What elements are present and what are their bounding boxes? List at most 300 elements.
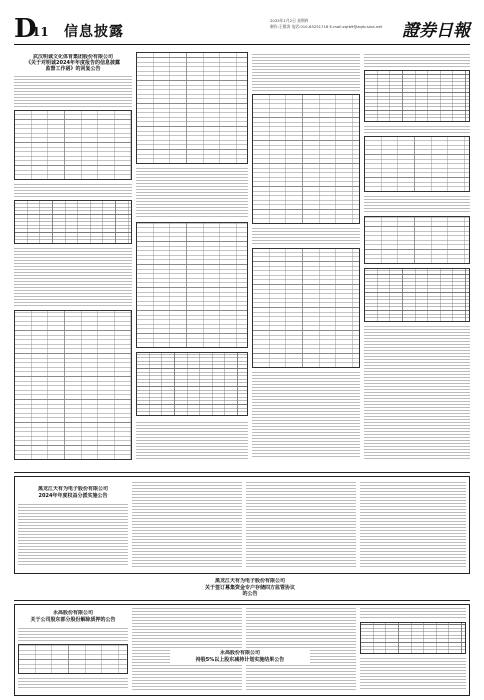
body-text-line xyxy=(18,537,128,538)
body-text-line xyxy=(136,443,248,444)
body-text-line xyxy=(246,491,356,492)
body-text-line xyxy=(364,202,470,203)
body-text-line xyxy=(132,683,242,684)
body-text-line xyxy=(252,57,360,58)
body-text-line xyxy=(132,677,242,678)
body-text-line xyxy=(360,676,466,677)
data-table xyxy=(364,268,470,322)
body-text-line xyxy=(364,344,470,345)
body-text-line xyxy=(360,503,466,504)
body-text-line xyxy=(364,383,470,384)
body-text-line xyxy=(14,278,132,279)
body-text-line xyxy=(132,548,242,549)
body-text-line xyxy=(18,552,128,553)
body-text-line xyxy=(364,416,470,417)
body-text-line xyxy=(14,290,132,291)
body-text-line xyxy=(252,399,360,400)
body-text-line xyxy=(136,204,248,205)
body-text-line xyxy=(18,549,128,550)
body-text-line xyxy=(18,519,128,520)
body-text-line xyxy=(132,611,242,612)
body-text-line xyxy=(360,485,466,486)
middle-column-1 xyxy=(18,480,128,570)
title-line: 的公告 xyxy=(242,591,258,597)
body-text-line xyxy=(360,527,466,528)
body-text-line xyxy=(252,414,360,415)
body-text-line xyxy=(360,611,466,612)
body-text-line xyxy=(364,413,470,414)
body-text-line xyxy=(360,661,466,662)
body-text-line xyxy=(364,395,470,396)
body-text-line xyxy=(14,196,132,197)
body-text-line xyxy=(246,533,356,534)
body-text-line xyxy=(136,207,248,208)
body-text-line xyxy=(14,251,132,252)
body-text-line xyxy=(14,94,132,95)
body-text-line xyxy=(14,79,132,80)
body-text-line xyxy=(18,507,128,508)
body-text-line xyxy=(136,192,248,193)
body-text-line xyxy=(252,432,360,433)
body-text-line xyxy=(136,201,248,202)
body-text-line xyxy=(252,411,360,412)
body-text-line xyxy=(246,611,356,612)
body-text-line xyxy=(364,434,470,435)
body-text-line xyxy=(14,254,132,255)
body-text-line xyxy=(360,542,466,543)
body-text-line xyxy=(252,444,360,445)
title-line: 关于公司股东部分股份解除质押的公告 xyxy=(30,616,116,623)
body-text-line xyxy=(246,632,356,633)
body-text-line xyxy=(246,500,356,501)
body-text-line xyxy=(252,456,360,457)
body-text-line xyxy=(18,525,128,526)
body-text-line xyxy=(132,689,242,690)
body-text-line xyxy=(132,629,242,630)
body-text-line xyxy=(360,533,466,534)
body-text-line xyxy=(364,129,470,130)
body-text-line xyxy=(246,668,356,669)
body-text-line xyxy=(132,560,242,561)
body-text-line xyxy=(246,536,356,537)
body-text-line xyxy=(360,491,466,492)
middle-column-2 xyxy=(132,480,242,570)
body-text-line xyxy=(252,450,360,451)
body-text-line xyxy=(246,677,356,678)
body-text-line xyxy=(14,184,132,185)
body-text-line xyxy=(132,506,242,507)
body-text-line xyxy=(132,638,242,639)
body-text-line xyxy=(14,281,132,282)
body-text-line xyxy=(364,347,470,348)
body-text-line xyxy=(136,428,248,429)
body-text-line xyxy=(252,243,360,244)
body-text-line xyxy=(14,248,132,249)
data-table xyxy=(252,248,360,368)
body-text-line xyxy=(252,54,360,55)
body-text-line xyxy=(360,682,466,683)
body-text-line xyxy=(252,78,360,79)
body-text-line xyxy=(136,198,248,199)
middle-column-4 xyxy=(360,480,466,570)
body-text-line xyxy=(364,440,470,441)
body-text-line xyxy=(136,458,248,459)
body-text-line xyxy=(360,566,466,567)
body-text-line xyxy=(136,437,248,438)
title-line: 永高股份有限公司 xyxy=(52,610,93,616)
body-text-line xyxy=(364,132,470,133)
body-text-line xyxy=(132,554,242,555)
announcement-title-top-left xyxy=(14,54,132,72)
title-line: 黑龙江天有为电子股份有限公司 xyxy=(214,578,285,584)
body-text-line xyxy=(360,554,466,555)
body-text-line xyxy=(252,420,360,421)
data-table xyxy=(136,222,248,348)
body-text-line xyxy=(360,688,466,689)
body-text-line xyxy=(252,87,360,88)
body-text-line xyxy=(136,213,248,214)
masthead xyxy=(14,16,470,42)
body-text-line xyxy=(364,199,470,200)
body-text-line xyxy=(14,100,132,101)
bottom-column-1 xyxy=(18,606,128,694)
body-text-line xyxy=(132,521,242,522)
announcement-title-bottom-left xyxy=(18,610,128,623)
body-text-line xyxy=(360,548,466,549)
body-text-line xyxy=(252,234,360,235)
body-text-line xyxy=(364,211,470,212)
body-text-line xyxy=(364,389,470,390)
body-text-line xyxy=(14,187,132,188)
body-text-line xyxy=(132,674,242,675)
body-text-line xyxy=(360,521,466,522)
body-text-line xyxy=(246,545,356,546)
body-text-line xyxy=(364,353,470,354)
body-text-line xyxy=(360,667,466,668)
body-text-line xyxy=(360,557,466,558)
body-text-line xyxy=(18,640,128,641)
title-line: 关于签订募集资金专户存储四方监管协议 xyxy=(204,584,295,591)
body-text-line xyxy=(246,686,356,687)
section-divider xyxy=(14,600,470,601)
body-text-line xyxy=(360,500,466,501)
body-text-line xyxy=(246,539,356,540)
body-text-line xyxy=(246,683,356,684)
body-text-line xyxy=(360,518,466,519)
body-text-line xyxy=(132,524,242,525)
body-text-line xyxy=(136,449,248,450)
body-text-line xyxy=(246,515,356,516)
body-text-line xyxy=(18,522,128,523)
body-text-line xyxy=(364,208,470,209)
body-text-line xyxy=(364,57,470,58)
body-text-line xyxy=(364,359,470,360)
data-table xyxy=(364,136,470,192)
body-text-line xyxy=(246,497,356,498)
top-column-3 xyxy=(252,50,360,468)
body-text-line xyxy=(364,401,470,402)
title-line: 黑龙江天有为电子股份有限公司 xyxy=(37,486,108,492)
body-text-line xyxy=(364,437,470,438)
body-text-line xyxy=(246,641,356,642)
body-text-line xyxy=(364,362,470,363)
body-text-line xyxy=(252,402,360,403)
body-text-line xyxy=(14,266,132,267)
body-text-line xyxy=(364,446,470,447)
body-text-line xyxy=(246,482,356,483)
body-text-line xyxy=(360,685,466,686)
body-text-line xyxy=(252,396,360,397)
body-text-line xyxy=(18,543,128,544)
body-text-line xyxy=(364,407,470,408)
body-text-line xyxy=(252,429,360,430)
data-table xyxy=(360,622,466,654)
body-text-line xyxy=(360,506,466,507)
body-text-line xyxy=(364,428,470,429)
body-text-line xyxy=(132,608,242,609)
body-text-line xyxy=(132,623,242,624)
body-text-line xyxy=(364,419,470,420)
body-text-line xyxy=(246,680,356,681)
body-text-line xyxy=(360,497,466,498)
body-text-line xyxy=(364,63,470,64)
body-text-line xyxy=(360,551,466,552)
body-text-line xyxy=(132,647,242,648)
data-table xyxy=(18,644,128,674)
body-text-line xyxy=(132,641,242,642)
body-text-line xyxy=(246,554,356,555)
body-text-line xyxy=(18,516,128,517)
body-text-line xyxy=(360,673,466,674)
body-text-line xyxy=(360,679,466,680)
body-text-line xyxy=(246,521,356,522)
body-text-line xyxy=(252,66,360,67)
title-line: 武汉明诚文化体育集团股份有限公司 xyxy=(32,54,113,60)
body-text-line xyxy=(360,488,466,489)
announcement-title-bottom-center xyxy=(170,650,310,663)
body-text-line xyxy=(132,614,242,615)
body-text-line xyxy=(132,530,242,531)
data-table xyxy=(364,216,470,264)
section-letter: D xyxy=(14,14,37,44)
body-text-line xyxy=(364,332,470,333)
issue-date: 2025年1月2日 星期四 xyxy=(270,18,309,23)
body-text-line xyxy=(360,614,466,615)
body-text-line xyxy=(18,558,128,559)
body-text-line xyxy=(252,423,360,424)
body-text-line xyxy=(132,503,242,504)
body-text-line xyxy=(18,637,128,638)
body-text-line xyxy=(364,380,470,381)
body-text-line xyxy=(18,564,128,565)
data-table xyxy=(14,200,132,244)
body-text-line xyxy=(18,534,128,535)
body-text-line xyxy=(360,560,466,561)
body-text-line xyxy=(360,482,466,483)
section-title: 信息披露 xyxy=(64,24,124,40)
body-text-line xyxy=(136,186,248,187)
body-text-line xyxy=(14,76,132,77)
body-text-line xyxy=(132,512,242,513)
body-text-line xyxy=(360,524,466,525)
body-text-line xyxy=(252,426,360,427)
body-text-line xyxy=(132,482,242,483)
body-text-line xyxy=(364,335,470,336)
body-text-line xyxy=(14,97,132,98)
body-text-line xyxy=(364,374,470,375)
body-text-line xyxy=(252,417,360,418)
body-text-line xyxy=(364,422,470,423)
body-text-line xyxy=(364,66,470,67)
body-text-line xyxy=(364,329,470,330)
body-text-line xyxy=(136,431,248,432)
data-table xyxy=(364,70,470,122)
masthead-rule xyxy=(14,44,470,45)
body-text-line xyxy=(246,494,356,495)
body-text-line xyxy=(360,512,466,513)
body-text-line xyxy=(252,372,360,373)
body-text-line xyxy=(136,452,248,453)
body-text-line xyxy=(252,240,360,241)
body-text-line xyxy=(246,671,356,672)
body-text-line xyxy=(136,425,248,426)
body-text-line xyxy=(252,375,360,376)
body-text-line xyxy=(246,566,356,567)
newspaper-logo: 證券日報 xyxy=(402,21,470,41)
body-text-line xyxy=(252,72,360,73)
body-text-line xyxy=(132,635,242,636)
body-text-line xyxy=(246,629,356,630)
data-table xyxy=(14,310,132,460)
body-text-line xyxy=(246,620,356,621)
body-text-line xyxy=(18,528,128,529)
body-text-line xyxy=(360,617,466,618)
body-text-line xyxy=(136,422,248,423)
body-text-line xyxy=(360,545,466,546)
body-text-line xyxy=(252,453,360,454)
body-text-line xyxy=(132,509,242,510)
body-text-line xyxy=(364,338,470,339)
body-text-line xyxy=(18,540,128,541)
body-text-line xyxy=(364,410,470,411)
body-text-line xyxy=(252,228,360,229)
body-text-line xyxy=(364,425,470,426)
body-text-line xyxy=(360,539,466,540)
body-text-line xyxy=(136,177,248,178)
body-text-line xyxy=(136,434,248,435)
body-text-line xyxy=(252,441,360,442)
top-column-2 xyxy=(136,50,248,468)
body-text-line xyxy=(132,491,242,492)
body-text-line xyxy=(246,626,356,627)
body-text-line xyxy=(18,546,128,547)
body-text-line xyxy=(132,494,242,495)
body-text-line xyxy=(132,551,242,552)
body-text-line xyxy=(14,257,132,258)
body-text-line xyxy=(14,88,132,89)
body-text-line xyxy=(364,350,470,351)
body-text-line xyxy=(132,632,242,633)
body-text-line xyxy=(364,404,470,405)
body-text-line xyxy=(364,371,470,372)
body-text-line xyxy=(132,668,242,669)
title-line: 持股5%以上股东减持计划实施结果公告 xyxy=(195,656,285,663)
body-text-line xyxy=(360,670,466,671)
body-text-line xyxy=(18,504,128,505)
body-text-line xyxy=(246,563,356,564)
body-text-line xyxy=(18,513,128,514)
body-text-line xyxy=(132,527,242,528)
body-text-line xyxy=(14,263,132,264)
body-text-line xyxy=(18,631,128,632)
body-text-line xyxy=(364,126,470,127)
body-text-line xyxy=(136,183,248,184)
body-text-line xyxy=(364,356,470,357)
body-text-line xyxy=(252,378,360,379)
body-text-line xyxy=(14,269,132,270)
body-text-line xyxy=(246,542,356,543)
data-table xyxy=(136,52,248,164)
body-text-line xyxy=(246,527,356,528)
middle-column-3 xyxy=(246,480,356,570)
body-text-line xyxy=(18,561,128,562)
body-text-line xyxy=(246,485,356,486)
body-text-line xyxy=(14,275,132,276)
body-text-line xyxy=(132,671,242,672)
body-text-line xyxy=(246,503,356,504)
body-text-line xyxy=(132,488,242,489)
body-text-line xyxy=(252,387,360,388)
body-text-line xyxy=(364,392,470,393)
body-text-line xyxy=(132,485,242,486)
body-text-line xyxy=(136,174,248,175)
body-text-line xyxy=(14,302,132,303)
body-text-line xyxy=(246,512,356,513)
body-text-line xyxy=(136,195,248,196)
body-text-line xyxy=(18,687,128,688)
body-text-line xyxy=(360,494,466,495)
body-text-line xyxy=(360,530,466,531)
data-table xyxy=(14,110,132,180)
data-table xyxy=(252,94,360,224)
body-text-line xyxy=(252,405,360,406)
body-text-line xyxy=(364,431,470,432)
body-text-line xyxy=(132,620,242,621)
section-divider xyxy=(14,472,470,473)
body-text-line xyxy=(252,435,360,436)
body-text-line xyxy=(364,458,470,459)
body-text-line xyxy=(364,386,470,387)
body-text-line xyxy=(132,566,242,567)
body-text-line xyxy=(132,536,242,537)
body-text-line xyxy=(246,674,356,675)
body-text-line xyxy=(252,69,360,70)
body-text-line xyxy=(246,506,356,507)
body-text-line xyxy=(246,509,356,510)
body-text-line xyxy=(252,60,360,61)
body-text-line xyxy=(246,614,356,615)
body-text-line xyxy=(132,500,242,501)
body-text-line xyxy=(360,515,466,516)
body-text-line xyxy=(246,608,356,609)
body-text-line xyxy=(246,488,356,489)
body-text-line xyxy=(136,216,248,217)
body-text-line xyxy=(252,438,360,439)
body-text-line xyxy=(14,296,132,297)
body-text-line xyxy=(14,91,132,92)
body-text-line xyxy=(14,103,132,104)
body-text-line xyxy=(18,555,128,556)
